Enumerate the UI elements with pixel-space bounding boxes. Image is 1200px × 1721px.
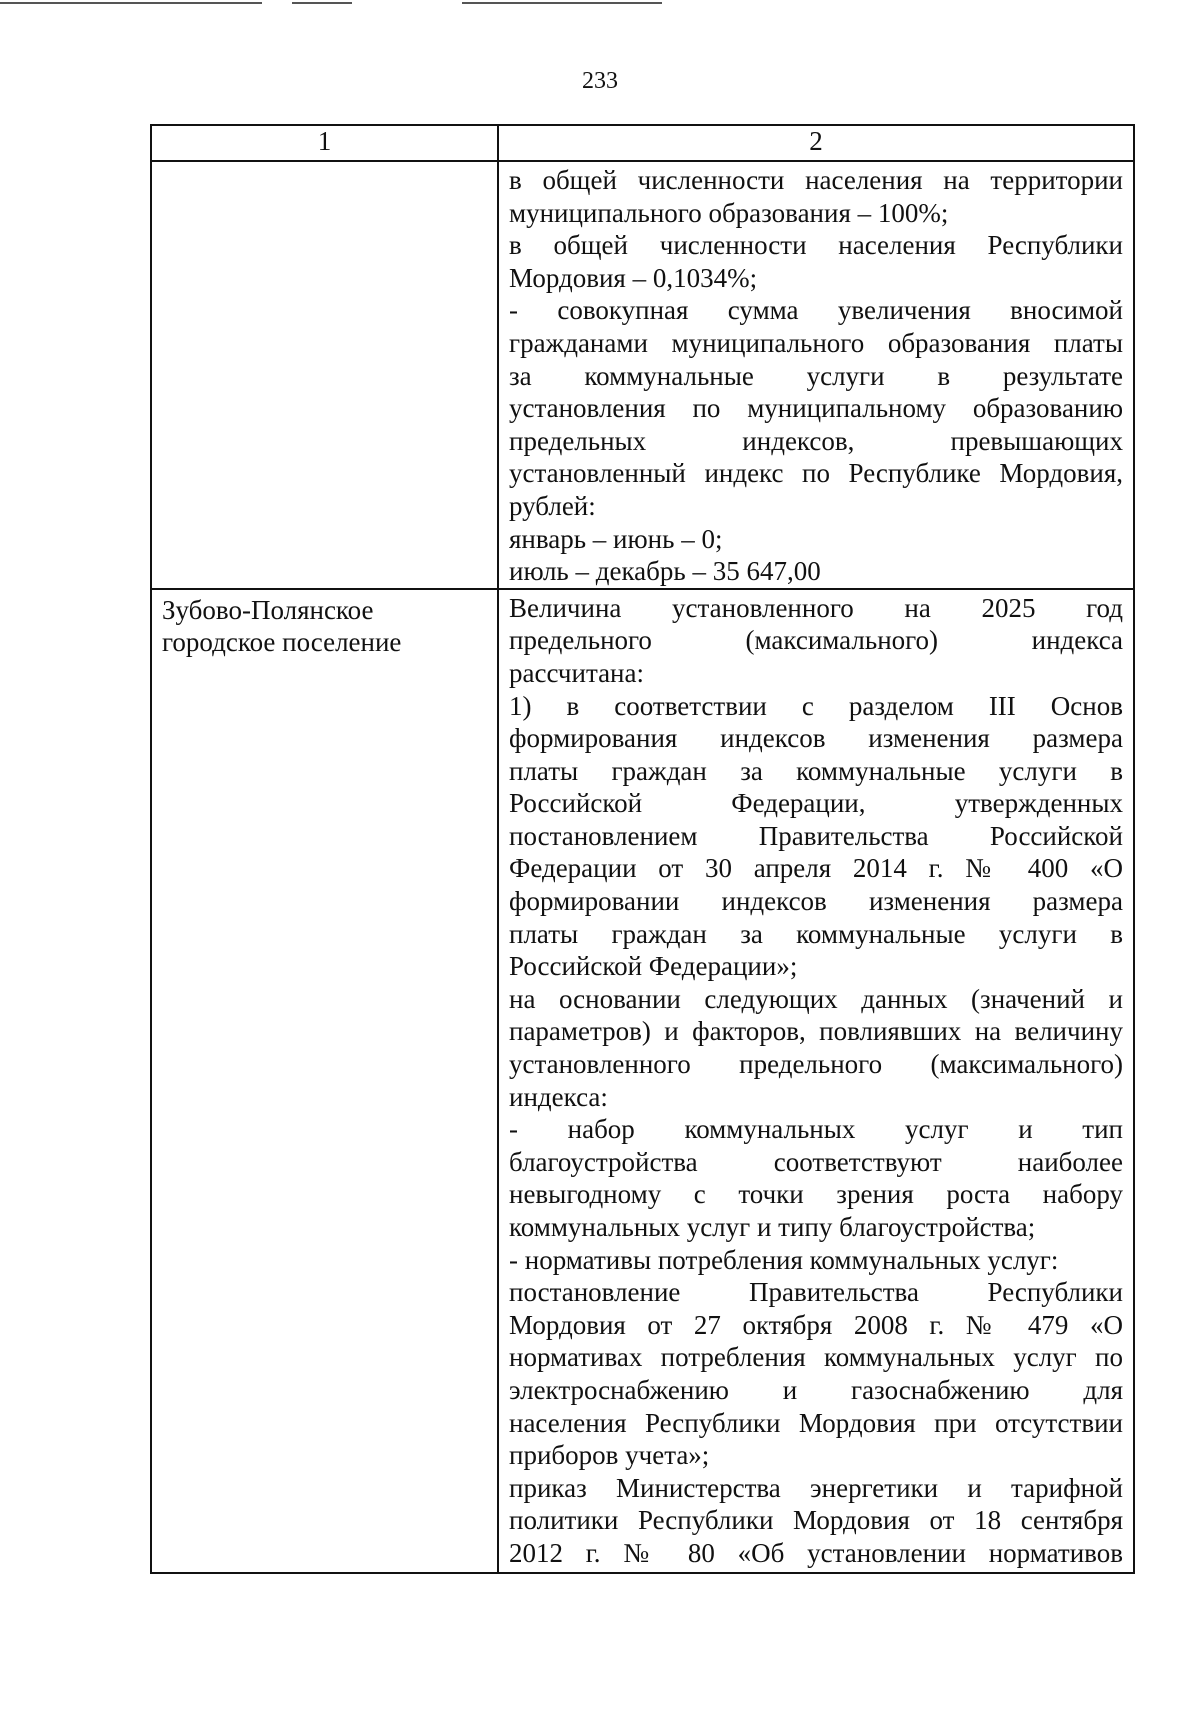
text-line: нормативах потребления коммунальных услуг по bbox=[509, 1342, 1123, 1373]
text-line: благоустройства соответствуют наиболее bbox=[509, 1146, 1123, 1177]
text-line: Федерации от 30 апреля 2014 г. № 400 «О bbox=[509, 853, 1123, 884]
column-header-1: 1 bbox=[151, 125, 498, 161]
text-line: электроснабжению и газоснабжению для bbox=[509, 1374, 1123, 1405]
text-line: индекса: bbox=[509, 1081, 608, 1112]
text-line: Российской Федерации, утвержденных bbox=[509, 788, 1123, 819]
text-line: январь – июнь – 0; bbox=[509, 523, 723, 554]
text-line: - нормативы потребления коммунальных услуг: bbox=[509, 1244, 1059, 1275]
scan-edge-line-left bbox=[0, 2, 262, 4]
text-line: параметров) и факторов, повлиявших на величину bbox=[509, 1016, 1123, 1047]
text-line: приборов учета»; bbox=[509, 1440, 710, 1471]
table-header-row bbox=[151, 125, 1134, 161]
row-2-col-2 bbox=[498, 589, 1134, 1573]
text-line: на основании следующих данных (значений и bbox=[509, 983, 1123, 1014]
scan-edge-line-mid bbox=[292, 2, 352, 4]
table-row bbox=[151, 589, 1134, 1573]
scan-edge-line-right bbox=[462, 2, 662, 4]
page-number: 233 bbox=[582, 68, 618, 94]
column-header-2: 2 bbox=[498, 125, 1134, 161]
text-line: политики Республики Мордовия от 18 сентября bbox=[509, 1505, 1123, 1536]
text-line: гражданами муниципального образования платы bbox=[509, 327, 1123, 358]
table-row bbox=[151, 161, 1134, 589]
text-line: установленный индекс по Республике Мордовия, bbox=[509, 458, 1123, 489]
text-line: 1) в соответствии с разделом III Основ bbox=[509, 690, 1123, 721]
text-line: формировании индексов изменения размера bbox=[509, 886, 1123, 917]
text-line: постановление Правительства Республики bbox=[509, 1277, 1123, 1308]
text-line: Российской Федерации»; bbox=[509, 951, 798, 982]
text-line: муниципального образования – 100%; bbox=[509, 197, 949, 228]
row-1-col-1 bbox=[151, 161, 498, 589]
text-line: формирования индексов изменения размера bbox=[509, 723, 1123, 754]
text-line: Мордовия от 27 октября 2008 г. № 479 «О bbox=[509, 1309, 1123, 1340]
text-line: невыгодному с точки зрения роста набору bbox=[509, 1179, 1123, 1210]
text-line: приказ Министерства энергетики и тарифной bbox=[509, 1472, 1123, 1503]
text-line: платы граждан за коммунальные услуги в bbox=[509, 918, 1123, 949]
text-line: июль – декабрь – 35 647,00 bbox=[509, 556, 821, 587]
text-line: постановлением Правительства Российской bbox=[509, 820, 1123, 851]
text-line: предельных индексов, превышающих bbox=[509, 425, 1123, 456]
text-line: - набор коммунальных услуг и тип bbox=[509, 1114, 1123, 1145]
text-line: 2012 г. № 80 «Об установлении нормативов bbox=[509, 1537, 1123, 1568]
text-line: платы граждан за коммунальные услуги в bbox=[509, 755, 1123, 786]
text-line: предельного (максимального) индекса bbox=[509, 625, 1123, 656]
row-label-line: городское поселение bbox=[162, 627, 402, 658]
text-line: установления по муниципальному образованию bbox=[509, 393, 1123, 424]
text-line: рассчитана: bbox=[509, 657, 644, 688]
text-line: Мордовия – 0,1034%; bbox=[509, 262, 758, 293]
text-line: в общей численности населения на территории bbox=[509, 165, 1123, 195]
text-line: - совокупная сумма увеличения вносимой bbox=[509, 295, 1123, 326]
text-line: коммунальных услуг и типу благоустройства; bbox=[509, 1212, 1036, 1242]
row-2-col-1 bbox=[151, 589, 498, 1573]
text-line: Величина установленного на 2025 год bbox=[509, 592, 1123, 623]
row-label-line: Зубово-Полянское bbox=[162, 594, 374, 625]
document-table bbox=[150, 124, 1135, 1574]
row-1-col-2 bbox=[498, 161, 1134, 589]
text-line: рублей: bbox=[509, 490, 596, 521]
text-line: за коммунальные услуги в результате bbox=[509, 360, 1123, 391]
text-line: в общей численности населения Республики bbox=[509, 230, 1123, 261]
text-line: населения Республики Мордовия при отсутствии bbox=[509, 1407, 1123, 1438]
text-line: установленного предельного (максимального) bbox=[509, 1049, 1123, 1080]
